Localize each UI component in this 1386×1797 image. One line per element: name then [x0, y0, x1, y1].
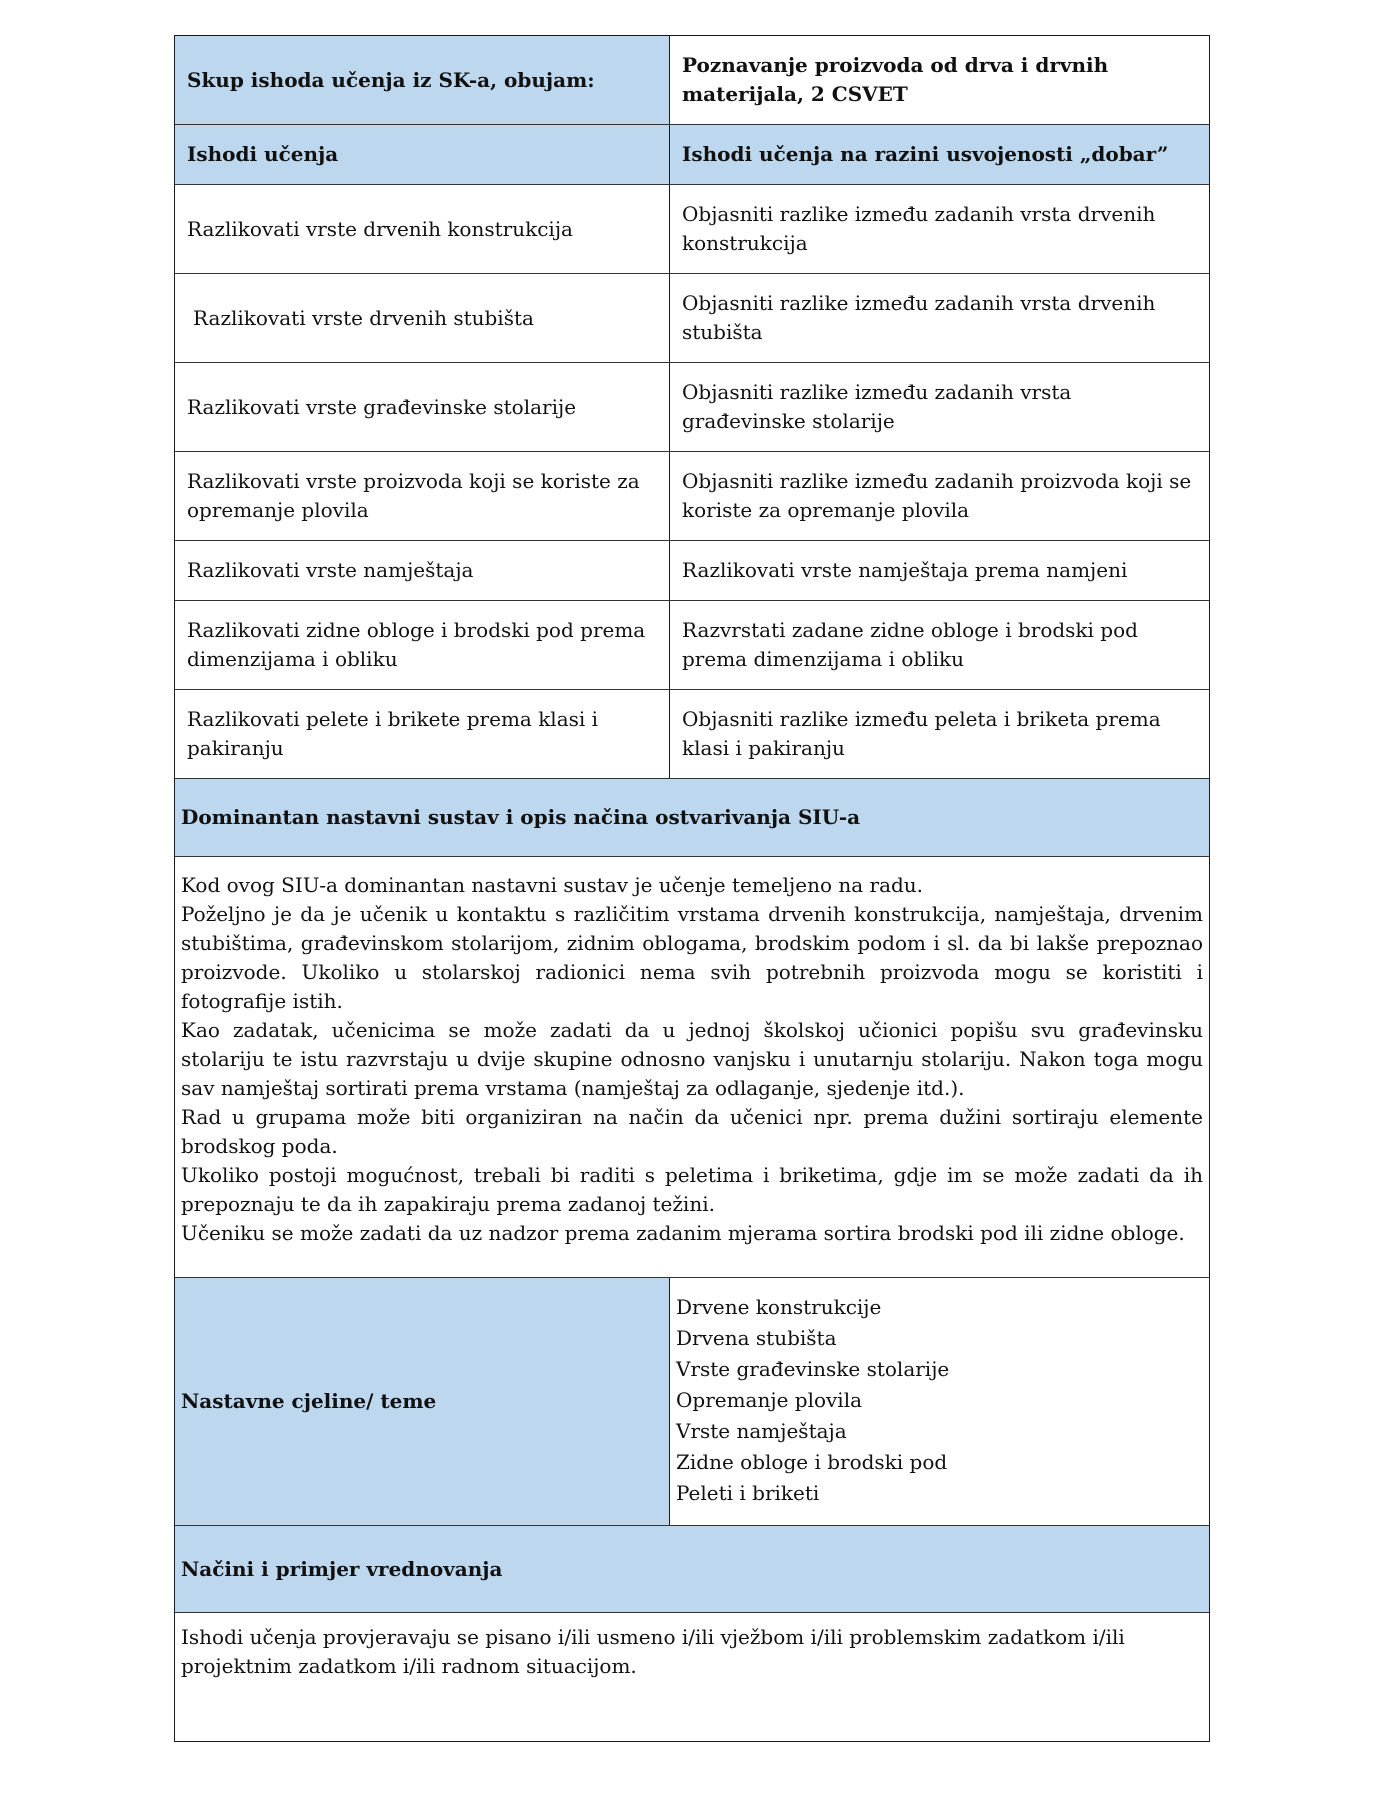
- topic-item: Peleti i briketi: [676, 1481, 820, 1505]
- table-row: [175, 274, 1209, 363]
- outcome-cell: Razlikovati vrste građevinske stolarije: [175, 363, 670, 451]
- table-row: [175, 363, 1209, 452]
- paragraph: Poželjno je da je učenik u kontaktu s različitim vrstama drvenih konstrukcija, namještaja, drvenim stubištima, građevinskom stolarijom, zidnim oblogama, brodskim podom i sl. da bi lakše prepoznao proizvode. Ukoliko u stolarskoj radionici nema svih potrebnih proizvoda mogu se koristiti i fotografije istih.: [181, 902, 1203, 1013]
- topic-item: Drvena stubišta: [676, 1326, 837, 1350]
- good-level-cell: Razlikovati vrste namještaja prema namjeni: [682, 558, 1128, 582]
- section-header-teaching-system: [175, 779, 1209, 857]
- table-row: [175, 452, 1209, 541]
- evaluation-text: Ishodi učenja provjeravaju se pisano i/ili usmeno i/ili vježbom i/ili problemskim zadatkom i/ili projektnim zadatkom i/ili radnom situacijom.: [181, 1625, 1125, 1678]
- topics-row: [175, 1278, 1209, 1526]
- learning-outcomes-set-label: Skup ishoda učenja iz SK-a, obujam:: [175, 36, 670, 124]
- outcome-cell: Razlikovati vrste proizvoda koji se koriste za opremanje plovila: [175, 452, 670, 540]
- topic-item: Zidne obloge i brodski pod: [676, 1450, 948, 1474]
- header-row-title: [175, 36, 1209, 125]
- table-row: [175, 541, 1209, 601]
- topics-list: [670, 1278, 1209, 1525]
- curriculum-table: [174, 35, 1210, 1742]
- outcome-cell: Razlikovati vrste drvenih konstrukcija: [175, 185, 670, 273]
- outcome-cell: Razlikovati vrste namještaja: [175, 541, 670, 600]
- good-level-cell: Razvrstati zadane zidne obloge i brodski pod prema dimenzijama i obliku: [682, 618, 1138, 671]
- paragraph: Ukoliko postoji mogućnost, trebali bi raditi s peletima i briketima, gdje im se može zadati da ih prepoznaju te da ih zapakiraju prema zadanoj težini.: [181, 1163, 1203, 1216]
- table-row: [175, 185, 1209, 274]
- topic-item: Vrste građevinske stolarije: [676, 1357, 950, 1381]
- paragraph: Rad u grupama može biti organiziran na način da učenici npr. prema dužini sortiraju elemente brodskog poda.: [181, 1105, 1203, 1158]
- section-header-evaluation: [175, 1526, 1209, 1613]
- good-level-cell: Objasniti razlike između zadanih vrsta građevinske stolarije: [682, 380, 1072, 433]
- topics-label: Nastavne cjeline/ teme: [175, 1278, 670, 1525]
- paragraph: Kao zadatak, učenicima se može zadati da u jednoj školskoj učionici popišu svu građevinsku stolariju te istu razvrstaju u dvije skupine odnosno vanjsku i unutarnju stolariju. Nakon toga mogu sav namještaj sortirati prema vrstama (namještaj za odlaganje, sjedenje itd.).: [181, 1018, 1203, 1100]
- evaluation-heading: Načini i primjer vrednovanja: [181, 1556, 503, 1581]
- table-row: [175, 601, 1209, 690]
- paragraph: Učeniku se može zadati da uz nadzor prema zadanim mjerama sortira brodski pod ili zidne obloge.: [181, 1221, 1185, 1245]
- outcome-cell: Razlikovati pelete i brikete prema klasi i pakiranju: [175, 690, 670, 778]
- topic-item: Drvene konstrukcije: [676, 1295, 882, 1319]
- good-level-cell: Objasniti razlike između zadanih proizvoda koji se koriste za opremanje plovila: [682, 469, 1192, 522]
- column-header-good-level: Ishodi učenja na razini usvojenosti „dobar”: [682, 142, 1169, 166]
- outcome-cell: Razlikovati vrste drvenih stubišta: [175, 274, 670, 362]
- column-header-outcomes: Ishodi učenja: [175, 125, 670, 184]
- topic-item: Vrste namještaja: [676, 1419, 847, 1443]
- table-row: [175, 690, 1209, 779]
- outcome-cell: Razlikovati zidne obloge i brodski pod prema dimenzijama i obliku: [175, 601, 670, 689]
- module-title: Poznavanje proizvoda od drva i drvnih materijala, 2 CSVET: [682, 53, 1109, 106]
- teaching-system-description: [175, 857, 1209, 1277]
- good-level-cell: Objasniti razlike između zadanih vrsta drvenih konstrukcija: [682, 202, 1156, 255]
- teaching-system-heading: Dominantan nastavni sustav i opis načina ostvarivanja SIU-a: [181, 805, 861, 829]
- good-level-cell: Objasniti razlike između peleta i briketa prema klasi i pakiranju: [682, 707, 1161, 760]
- topic-item: Opremanje plovila: [676, 1388, 863, 1412]
- good-level-cell: Objasniti razlike između zadanih vrsta drvenih stubišta: [682, 291, 1156, 344]
- paragraph: Kod ovog SIU-a dominantan nastavni sustav je učenje temeljeno na radu.: [181, 873, 924, 897]
- evaluation-body: [175, 1613, 1209, 1741]
- teaching-system-body: [175, 857, 1209, 1278]
- header-row-columns: [175, 125, 1209, 185]
